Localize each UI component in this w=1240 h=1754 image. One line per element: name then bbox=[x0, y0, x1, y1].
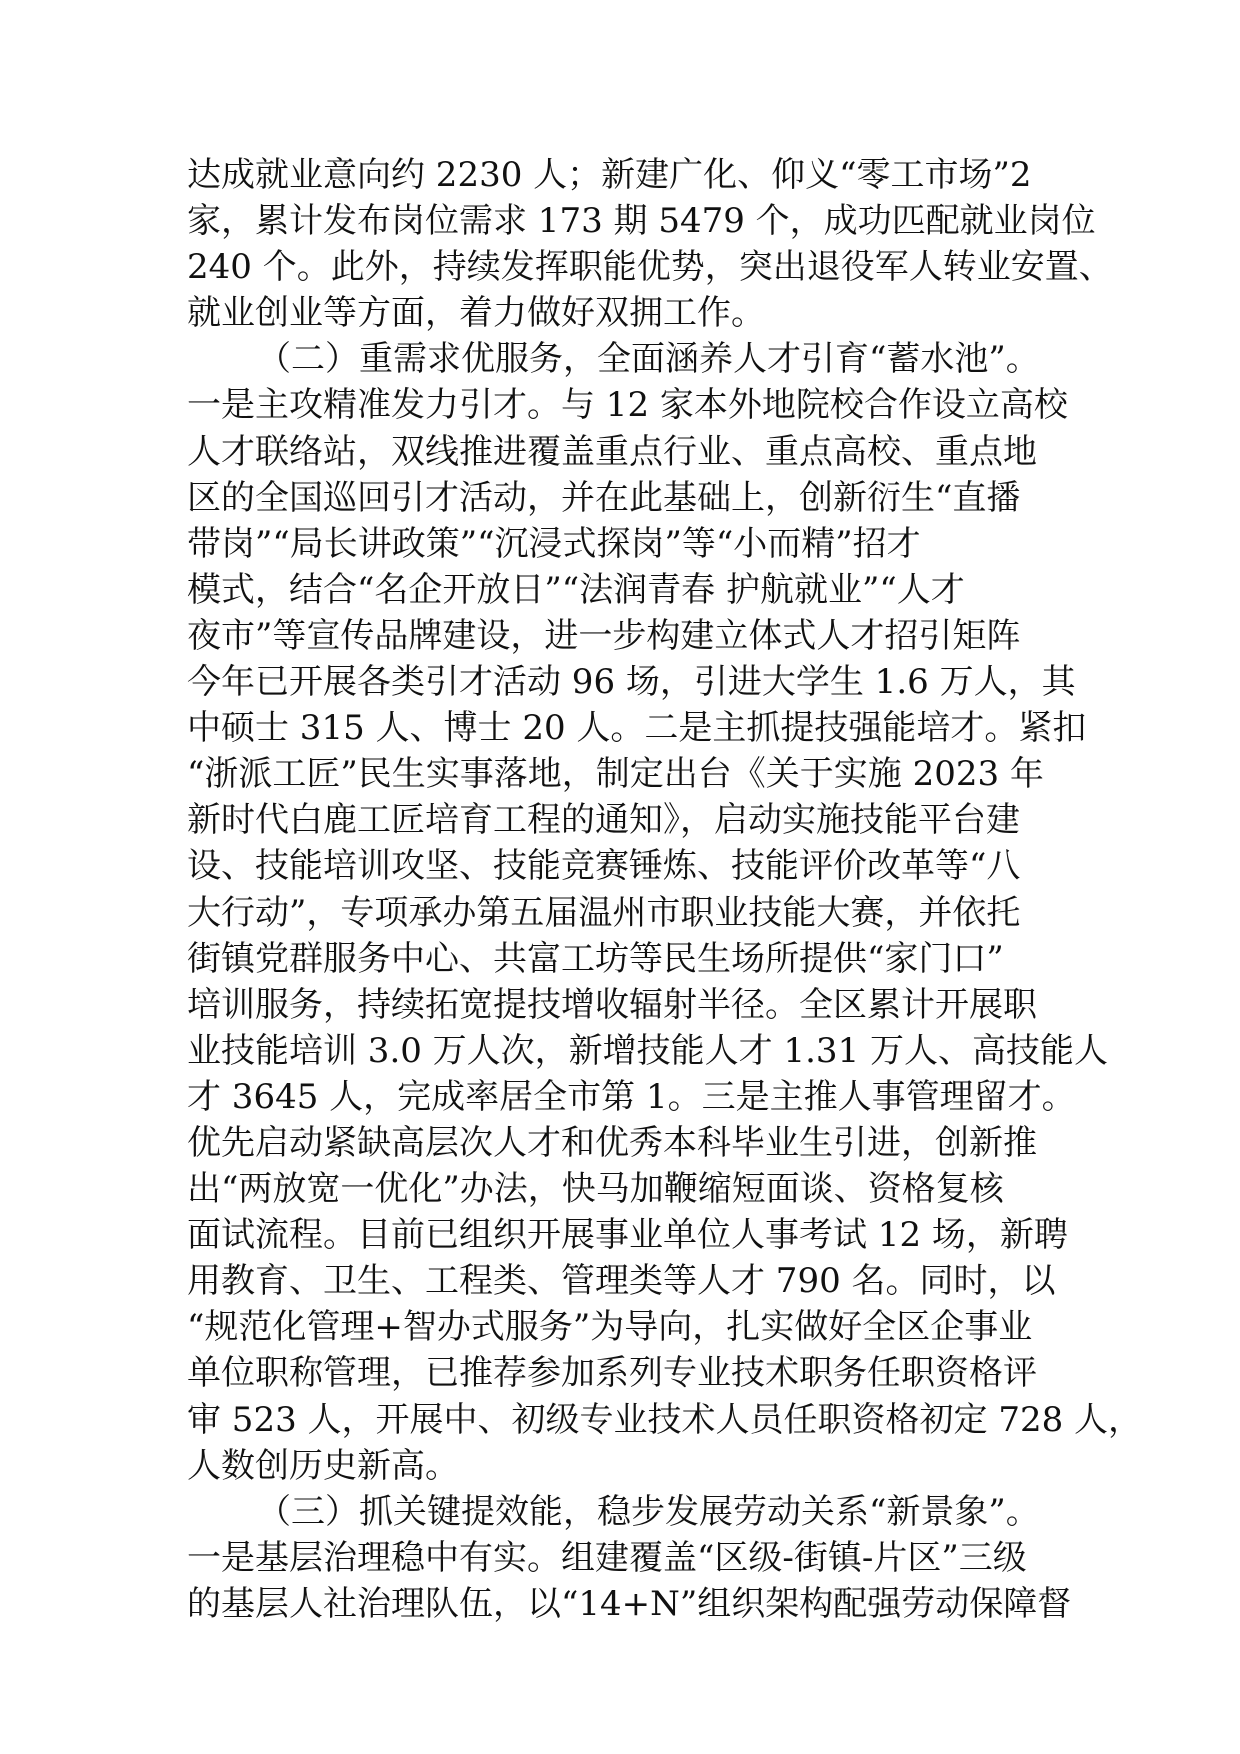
text-line: 今年已开展各类引才活动 96 场，引进大学生 1.6 万人，其 bbox=[187, 662, 1076, 703]
text-line: 一是主攻精准发力引才。与 12 家本外地院校合作设立高校 bbox=[187, 385, 1068, 426]
text-line: 家，累计发布岗位需求 173 期 5479 个，成功匹配就业岗位 bbox=[187, 201, 1096, 242]
text-line: 面试流程。目前已组织开展事业单位人事考试 12 场，新聘 bbox=[187, 1215, 1068, 1256]
document-body bbox=[187, 152, 1143, 1627]
text-line: 单位职称管理，已推荐参加系列专业技术职务任职资格评 bbox=[187, 1353, 1037, 1394]
text-line: 夜市”等宣传品牌建设，进一步构建立体式人才招引矩阵 bbox=[187, 615, 1021, 656]
text-line: 新时代白鹿工匠培育工程的通知》，启动实施技能平台建 bbox=[187, 800, 1020, 841]
text-line: 一是基层治理稳中有实。组建覆盖“区级-街镇-片区”三级 bbox=[187, 1537, 1027, 1578]
text-line: “规范化管理+智办式服务”为导向，扎实做好全区企事业 bbox=[187, 1307, 1033, 1348]
text-line: 达成就业意向约 2230 人；新建广化、仰义“零工市场”2 bbox=[187, 155, 1032, 195]
text-line: 出“两放宽一优化”办法，快马加鞭缩短面谈、资格复核 bbox=[187, 1169, 1004, 1210]
text-line: 的基层人社治理队伍，以“14+N”组织架构配强劳动保障督 bbox=[187, 1583, 1072, 1624]
text-line: 设、技能培训攻坚、技能竞赛锤炼、技能评价改革等“八 bbox=[187, 846, 1021, 887]
text-line: 模式，结合“名企开放日”“法润青春 护航就业”“人才 bbox=[187, 569, 965, 610]
text-line: 中硕士 315 人、博士 20 人。二是主抓提技强能培才。紧扣 bbox=[187, 708, 1087, 749]
text-line: 街镇党群服务中心、共富工坊等民生场所提供“家门口” bbox=[187, 938, 1004, 979]
text-line: 区的全国巡回引才活动，并在此基础上，创新衍生“直播 bbox=[187, 477, 1021, 518]
text-line: 审 523 人，开展中、初级专业技术人员任职资格初定 728 人， bbox=[187, 1399, 1143, 1440]
text-line: 带岗”“局长讲政策”“沉浸式探岗”等“小而精”招才 bbox=[187, 523, 921, 564]
text-line: 人才联络站，双线推进覆盖重点行业、重点高校、重点地 bbox=[187, 431, 1037, 472]
text-line: 大行动”，专项承办第五届温州市职业技能大赛，并依托 bbox=[187, 892, 1021, 933]
text-line: 240 个。此外，持续发挥职能优势，突出退役军人转业安置、 bbox=[187, 247, 1113, 288]
text-line: 就业创业等方面，着力做好双拥工作。 bbox=[187, 293, 765, 334]
text-line: 才 3645 人，完成率居全市第 1。三是主推人事管理留才。 bbox=[187, 1076, 1076, 1117]
text-line: 用教育、卫生、工程类、管理类等人才 790 名。同时，以 bbox=[187, 1261, 1056, 1302]
text-line: 人数创历史新高。 bbox=[187, 1445, 459, 1486]
text-line: 优先启动紧缺高层次人才和优秀本科毕业生引进，创新推 bbox=[187, 1122, 1037, 1163]
text-line: 业技能培训 3.0 万人次，新增技能人才 1.31 万人、高技能人 bbox=[187, 1030, 1109, 1071]
section-heading: （二）重需求优服务，全面涵养人才引育“蓄水池”。 bbox=[257, 339, 1040, 380]
text-line: 培训服务，持续拓宽提技增收辐射半径。全区累计开展职 bbox=[187, 984, 1037, 1025]
section-heading: （三）抓关键提效能，稳步发展劳动关系“新景象”。 bbox=[257, 1491, 1040, 1532]
text-line: “浙派工匠”民生实事落地，制定出台《关于实施 2023 年 bbox=[187, 754, 1044, 795]
